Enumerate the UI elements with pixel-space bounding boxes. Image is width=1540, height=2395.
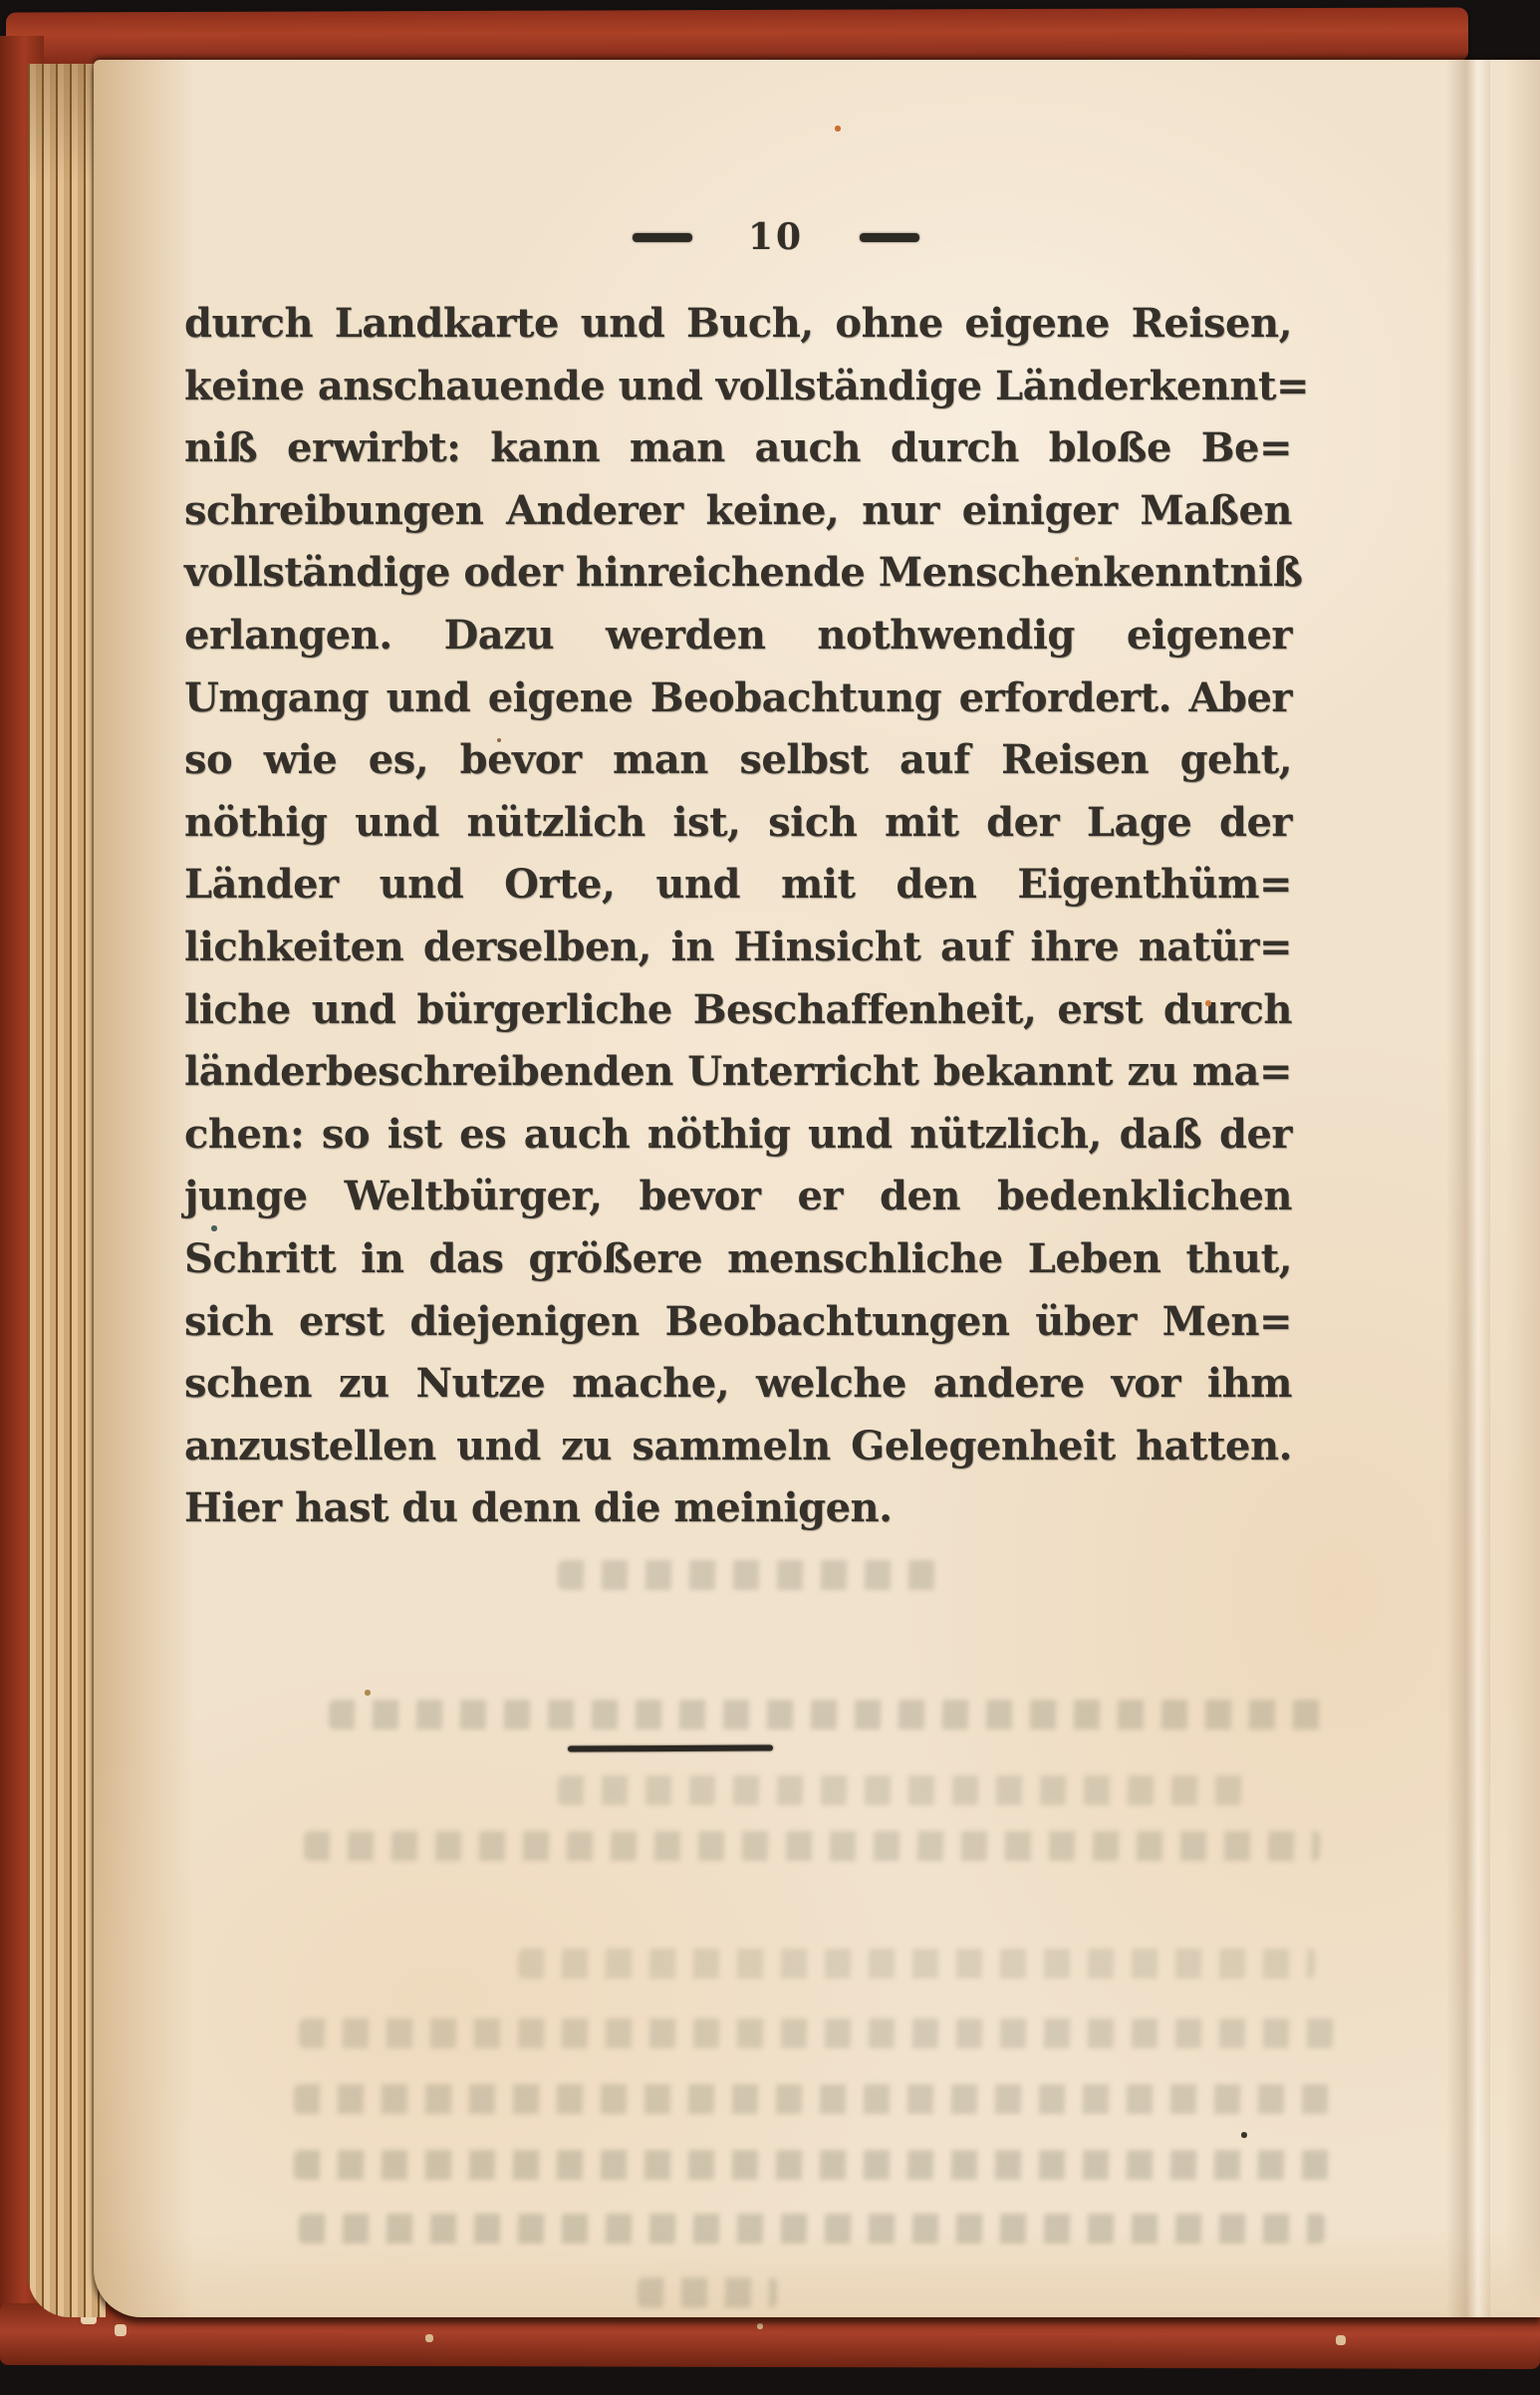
bleed-through-text — [329, 1700, 1336, 1730]
text-line: schreibungen Anderer keine, nur einiger Maßen — [184, 486, 1292, 534]
book-cover-top-edge — [6, 7, 1468, 66]
text-line: lichkeiten derselben, in Hinsicht auf ihre natür= — [184, 923, 1292, 970]
text-line: so wie es, bevor man selbst auf Reisen geht, — [184, 736, 1292, 784]
text-line: länderbeschreibenden Unterricht bekannt zu ma= — [184, 1048, 1292, 1096]
text-line: Umgang und eigene Beobachtung erfordert. Aber — [184, 673, 1292, 721]
text-line: Schritt in das größere menschliche Leben thut, — [184, 1234, 1292, 1282]
bleed-through-text — [518, 1949, 1316, 1979]
text-line: nöthig und nützlich ist, sich mit der Lage der — [184, 798, 1292, 846]
page-header — [222, 213, 1330, 261]
bleed-through-text — [558, 1775, 1256, 1805]
text-line: vollständige oder hinreichende Menschenkenntniß — [184, 549, 1303, 597]
text-line: junge Weltbürger, bevor er den bedenklichen — [184, 1173, 1292, 1220]
text-line: durch Landkarte und Buch, ohne eigene Reisen, — [184, 300, 1292, 347]
section-divider-rule — [568, 1744, 773, 1751]
text-line: anzustellen und zu sammeln Gelegenheit hatten. — [184, 1422, 1292, 1469]
bleed-through-text — [558, 1560, 947, 1590]
text-line: schen zu Nutze mache, welche andere vor ihm — [184, 1360, 1292, 1408]
header-rule-right — [860, 233, 919, 242]
text-line: erlangen. Dazu werden nothwendig eigener — [184, 611, 1292, 659]
bleed-through-text — [294, 2150, 1336, 2180]
paper-specks — [0, 0, 2, 2]
header-rule-left — [633, 233, 692, 242]
leather-wear-chips — [0, 2307, 2, 2309]
text-line: sich erst diejenigen Beobachtungen über Men= — [184, 1297, 1292, 1345]
text-line: Länder und Orte, und mit den Eigenthüm= — [184, 861, 1292, 909]
text-line: niß erwirbt: kann man auch durch bloße Be= — [184, 424, 1292, 472]
page-number: 10 — [747, 216, 805, 258]
bleed-through-text — [294, 2084, 1336, 2114]
bleed-through-text — [304, 1831, 1321, 1861]
bleed-through-text — [299, 2214, 1326, 2244]
body-text — [184, 293, 1309, 1540]
bleed-through-text — [638, 2277, 778, 2307]
page-crease — [1446, 60, 1490, 2317]
text-line: Hier hast du denn die meinigen. — [184, 1484, 893, 1532]
text-line: keine anschauende und vollständige Länderkennt= — [184, 362, 1309, 409]
bleed-through-text — [299, 2018, 1336, 2048]
text-line: liche und bürgerliche Beschaffenheit, erst durch — [184, 985, 1292, 1033]
text-line: chen: so ist es auch nöthig und nützlich, daß der — [184, 1110, 1292, 1158]
